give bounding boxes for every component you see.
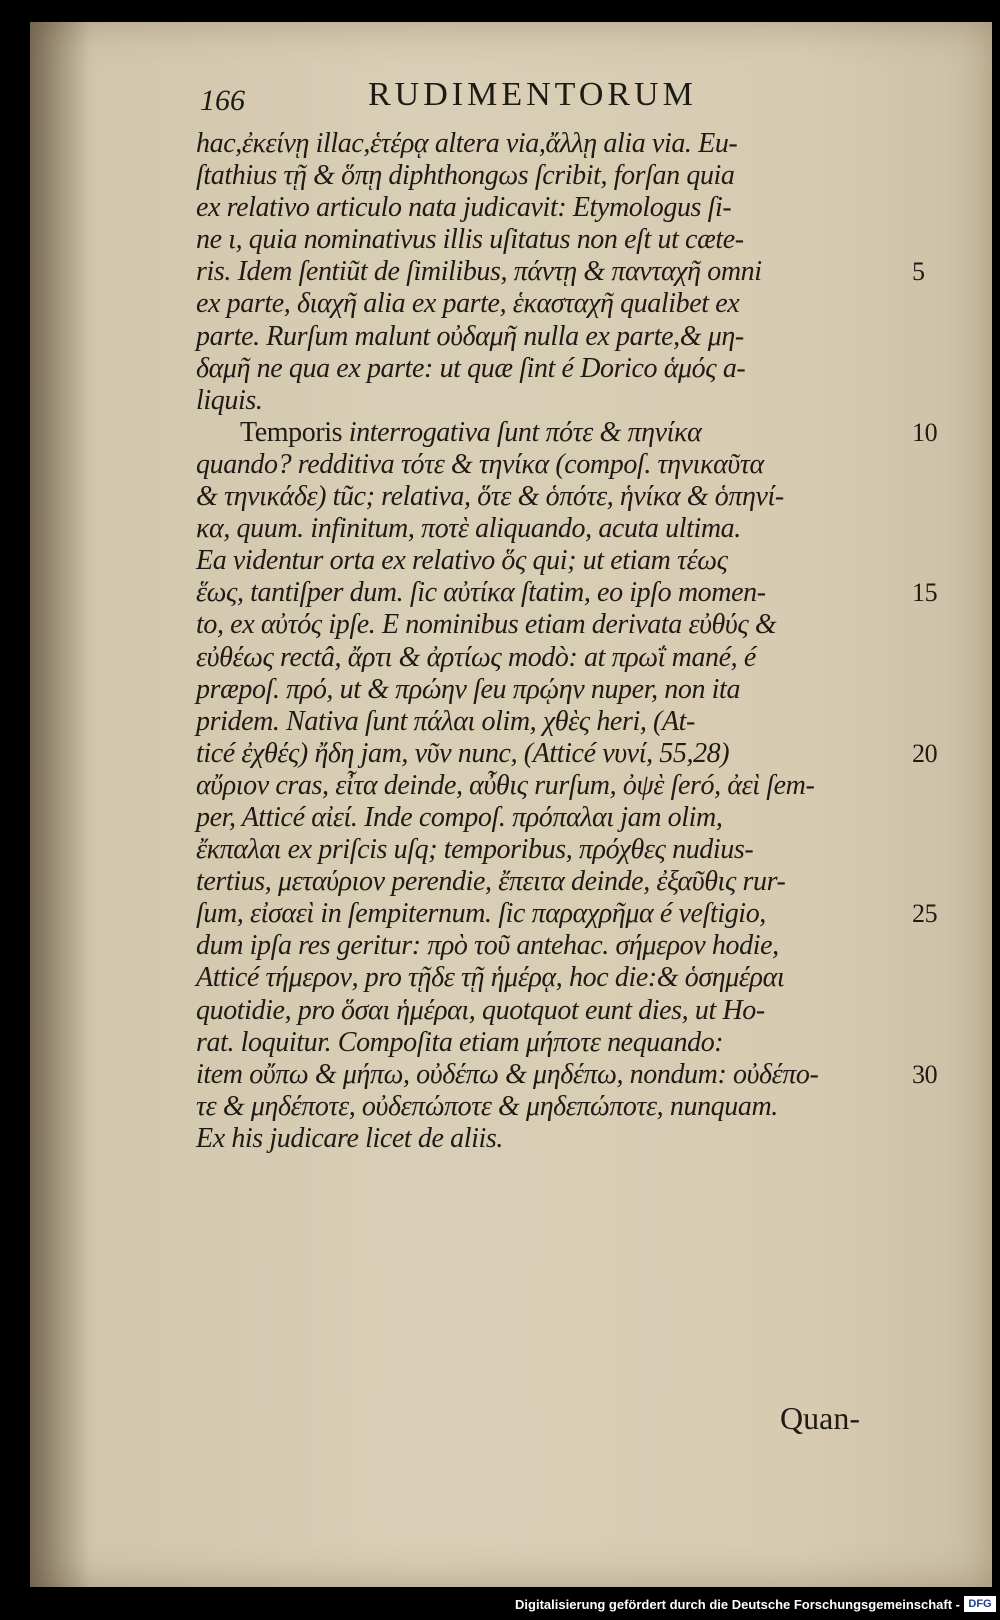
line-body: τε & μηδέποτε, οὐδεπώποτε & μηδεπώποτε, nunquam. xyxy=(196,1090,778,1122)
dfg-logo: DFG xyxy=(964,1596,996,1612)
line-body: αὔριον cras, εἶτα deinde, αὖθις rurſum, ὀψὲ ſeró, ἀεὶ ſem- xyxy=(196,769,815,801)
text-line xyxy=(196,609,908,641)
line-body: liquis. xyxy=(196,384,263,416)
line-body: ſum, εἰσαεὶ in ſempiternum. ſic παραχρῆμα é veſtigio, xyxy=(196,898,766,930)
text-line xyxy=(196,416,938,449)
text-line xyxy=(196,1091,908,1123)
line-body: item οὔπω & μήπω, οὐδέπω & μηδέπω, nondum: οὐδέπο- xyxy=(196,1058,819,1090)
text-line xyxy=(196,385,908,417)
line-text xyxy=(196,898,766,930)
line-body: ticé ἐχθές) ἤδη jam, νῦν nunc, (Atticé νυνί, 55,28) xyxy=(196,737,730,769)
line-number: 5 xyxy=(912,257,925,287)
line-text xyxy=(196,706,695,738)
text-line xyxy=(196,834,908,866)
line-text xyxy=(196,128,737,160)
line-text xyxy=(196,288,739,320)
line-text xyxy=(196,321,744,353)
line-text xyxy=(196,770,814,802)
text-line xyxy=(196,642,908,674)
text-line xyxy=(196,995,908,1027)
line-body: dum ipſa res geritur: πρὸ τοῦ antehac. σήμερον hodie, xyxy=(196,930,779,962)
line-text xyxy=(196,449,764,481)
line-body: pridem. Nativa ſunt πάλαι olim, χθὲς heri, (At- xyxy=(196,705,695,737)
line-body: ἔκπαλαι ex priſcis uſq; temporibus, πρόχθες nudius- xyxy=(196,834,754,866)
line-text xyxy=(196,674,740,706)
text-line xyxy=(196,224,908,256)
text-line xyxy=(196,802,908,834)
line-body: εὐθέως rectâ, ἄρτι & ἀρτίως modò: at πρωΐ mané, é xyxy=(196,641,756,673)
footer-bar xyxy=(0,1588,1000,1620)
line-text xyxy=(196,513,741,545)
line-text xyxy=(196,866,785,898)
text-line xyxy=(196,674,908,706)
line-text xyxy=(196,834,753,866)
line-body: to, ex αὐτός ipſe. E nominibus etiam derivata εὐθύς & xyxy=(196,609,777,641)
text-line xyxy=(196,1058,938,1091)
line-body: Atticé τήμερον, pro τῇδε τῇ ἡμέρᾳ, hoc die:& ὁσημέραι xyxy=(196,962,785,994)
line-body: rat. loquitur. Compoſita etiam μήποτε nequando: xyxy=(196,1026,724,1058)
line-text xyxy=(196,1059,818,1091)
line-text xyxy=(196,385,262,417)
line-text xyxy=(196,1091,778,1123)
line-text xyxy=(196,256,762,288)
line-body: quotidie, pro ὅσαι ἡμέραι, quotquot eunt dies, ut Ho- xyxy=(196,994,765,1026)
footer-credit: Digitalisierung gefördert durch die Deutsche Forschungsgemeinschaft - xyxy=(515,1597,960,1612)
line-text xyxy=(196,192,731,224)
text-line xyxy=(196,192,908,224)
line-body: ris. Idem ſentiũt de ſimilibus, πάντῃ & πανταχῆ omni xyxy=(196,256,762,288)
line-number: 15 xyxy=(912,578,938,608)
catchword: Quan- xyxy=(780,1400,860,1436)
text-line xyxy=(196,737,938,770)
text-line xyxy=(196,962,908,994)
line-body: Ea videntur orta ex relativo ὅς qui; ut etiam τέως xyxy=(196,545,728,577)
line-text xyxy=(196,609,776,641)
line-text xyxy=(196,1027,723,1059)
line-text xyxy=(196,545,728,577)
text-line xyxy=(196,321,908,353)
line-text xyxy=(196,1123,503,1155)
line-number: 20 xyxy=(912,738,938,768)
line-text xyxy=(196,738,729,770)
line-body: præpoſ. πρό, ut & πρώην ſeu πρῴην nuper, non ita xyxy=(196,673,741,705)
text-line xyxy=(196,545,908,577)
text-line xyxy=(196,481,908,513)
line-body: ne ι, quia nominativus illis uſitatus non eſt ut cæte- xyxy=(196,224,744,256)
line-text xyxy=(196,802,722,834)
line-body: parte. Rurſum malunt οὐδαμῆ nulla ex parte,& μη- xyxy=(196,320,744,352)
line-body: Ex his judicare licet de aliis. xyxy=(196,1122,503,1154)
line-body: tertius, μεταύριον perendie, ἔπειτα deinde, ἐξαῦθις rur- xyxy=(196,866,786,898)
line-text xyxy=(196,224,744,256)
line-body: ex parte, διαχῆ alia ex parte, ἑκασταχῆ qualibet ex xyxy=(196,288,740,320)
line-body: δαμῆ ne qua ex parte: ut quæ ſint é Dorico ἁμός a- xyxy=(196,352,746,384)
line-body: quando? redditiva τότε & τηνίκα (compoſ. τηνικαῦτα xyxy=(196,448,764,480)
line-number: 10 xyxy=(912,417,938,447)
line-body: ἕως, tantiſper dum. ſic αὐτίκα ſtatim, eo ipſo momen- xyxy=(196,577,766,609)
text-line xyxy=(196,256,925,288)
line-body: ex relativo articulo nata judicavit: Etymologus ſi- xyxy=(196,192,732,224)
line-body: hac,ἐκείνῃ illac,ἑτέρᾳ altera via,ἄλλῃ alia via. Eu- xyxy=(196,128,738,159)
text-block xyxy=(196,128,938,1155)
page-header xyxy=(200,74,920,134)
text-line xyxy=(196,353,908,385)
line-number: 30 xyxy=(912,1059,938,1089)
line-body: interrogativa ſunt πότε & πηνίκα xyxy=(342,416,702,448)
line-body: & τηνικάδε) tũc; relativa, ὅτε & ὁπότε, ἡνίκα & ὁπηνί- xyxy=(196,481,784,513)
line-text xyxy=(196,642,756,674)
text-line xyxy=(196,1123,908,1155)
line-text xyxy=(196,962,784,994)
line-lead-word: Temporis xyxy=(240,416,343,448)
text-line xyxy=(196,128,908,160)
text-line xyxy=(196,160,908,192)
line-text xyxy=(196,481,784,513)
line-body: κα, quum. infinitum, ποτὲ aliquando, acuta ultima. xyxy=(196,513,741,545)
text-line xyxy=(196,706,908,738)
line-text xyxy=(196,930,779,962)
gutter-shadow xyxy=(30,22,90,1587)
line-text xyxy=(196,160,735,192)
text-line xyxy=(196,288,908,320)
text-line xyxy=(196,513,908,545)
text-line xyxy=(196,449,908,481)
text-line xyxy=(196,930,908,962)
line-text xyxy=(196,577,766,609)
text-line xyxy=(196,898,938,930)
text-line xyxy=(196,577,938,609)
page-number: 166 xyxy=(200,84,245,117)
line-body: ſtathius τῇ & ὅπῃ diphthongωs ſcribit, forſan quia xyxy=(196,160,735,192)
text-line xyxy=(196,1027,908,1059)
line-body: per, Atticé αἰεί. Inde compoſ. πρόπαλαι jam olim, xyxy=(196,801,723,833)
line-text xyxy=(240,417,701,449)
line-number: 25 xyxy=(912,899,938,929)
text-line xyxy=(196,770,908,802)
line-text xyxy=(196,353,745,385)
running-title: RUDIMENTORUM xyxy=(368,76,697,113)
line-text xyxy=(196,995,765,1027)
text-line xyxy=(196,866,908,898)
